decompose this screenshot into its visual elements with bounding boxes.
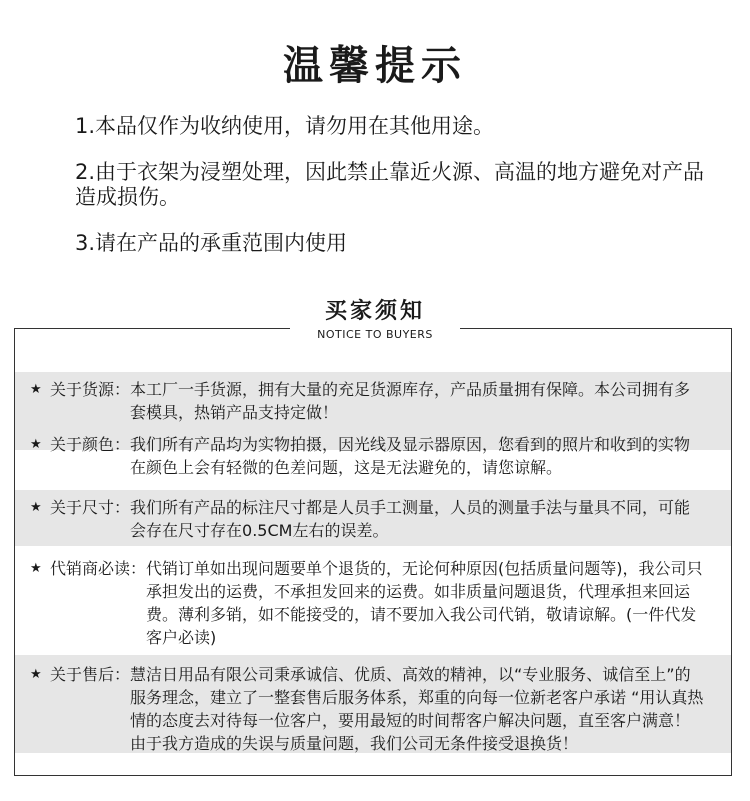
notice-text: 本工厂一手货源，拥有大量的充足货源库存，产品质量拥有保障。本公司拥有多套模具，热销产品支持定做！ (130, 380, 691, 422)
notice-item-size (15, 490, 731, 546)
star-icon: ★ (30, 500, 42, 515)
notice-heading-cn: 买家须知 (324, 299, 425, 324)
notice-item-aftersales (15, 655, 731, 753)
notice-heading-en: NOTICE TO BUYERS (317, 328, 433, 341)
notice-text: 代销订单如出现问题要单个退货的，无论何种原因(包括质量问题等)，我公司只承担发出的运费，不承担发回来的运费。如非质量问题退货，代理承担来回运费。薄利多销，如不能接受的，请不要加入我公司代销，敬请谅解。(一件代发客户必读) (146, 559, 703, 647)
tip-item: 2.由于衣架为浸塑处理，因此禁止靠近火源、高温的地方避免对产品造成损伤。 (75, 160, 705, 209)
tip-item: 1.本品仅作为收纳使用，请勿用在其他用途。 (75, 114, 495, 138)
star-icon: ★ (30, 382, 42, 397)
page-title: 温馨提示 (283, 43, 467, 89)
notice-text: 我们所有产品均为实物拍摄，因光线及显示器原因，您看到的照片和收到的实物在颜色上会有轻微的色差问题，这是无法避免的，请您谅解。 (130, 435, 691, 477)
star-icon: ★ (30, 561, 42, 576)
tips-list (75, 114, 715, 277)
notice-text: 我们所有产品的标注尺寸都是人员手工测量，人员的测量手法与量具不同，可能会存在尺寸存在0.5CM左右的误差。 (130, 498, 691, 540)
notice-label: 关于货源： (50, 380, 131, 399)
notice-label: 关于颜色： (50, 435, 131, 454)
notice-label: 关于尺寸： (50, 498, 131, 517)
notice-label: 代销商必读： (50, 559, 147, 578)
notice-label: 关于售后： (50, 665, 131, 684)
notice-text: 慧洁日用品有限公司秉承诚信、优质、高效的精神，以“专业服务、诚信至上”的服务理念，建立了一整套售后服务体系，郑重的向每一位新老客户承诺 “用认真热情的态度去对待每一位客户，要用最短的时间帮客户解决问题，直至客户满意！由于我方造成的失误与质量问题，我们公司无条件接受退换货！ (130, 665, 704, 753)
star-icon: ★ (30, 667, 42, 682)
notice-item-reseller (15, 557, 731, 653)
notice-heading (290, 296, 460, 342)
notice-item-color (15, 433, 731, 489)
tip-item: 3.请在产品的承重范围内使用 (75, 231, 348, 255)
star-icon: ★ (30, 437, 42, 452)
